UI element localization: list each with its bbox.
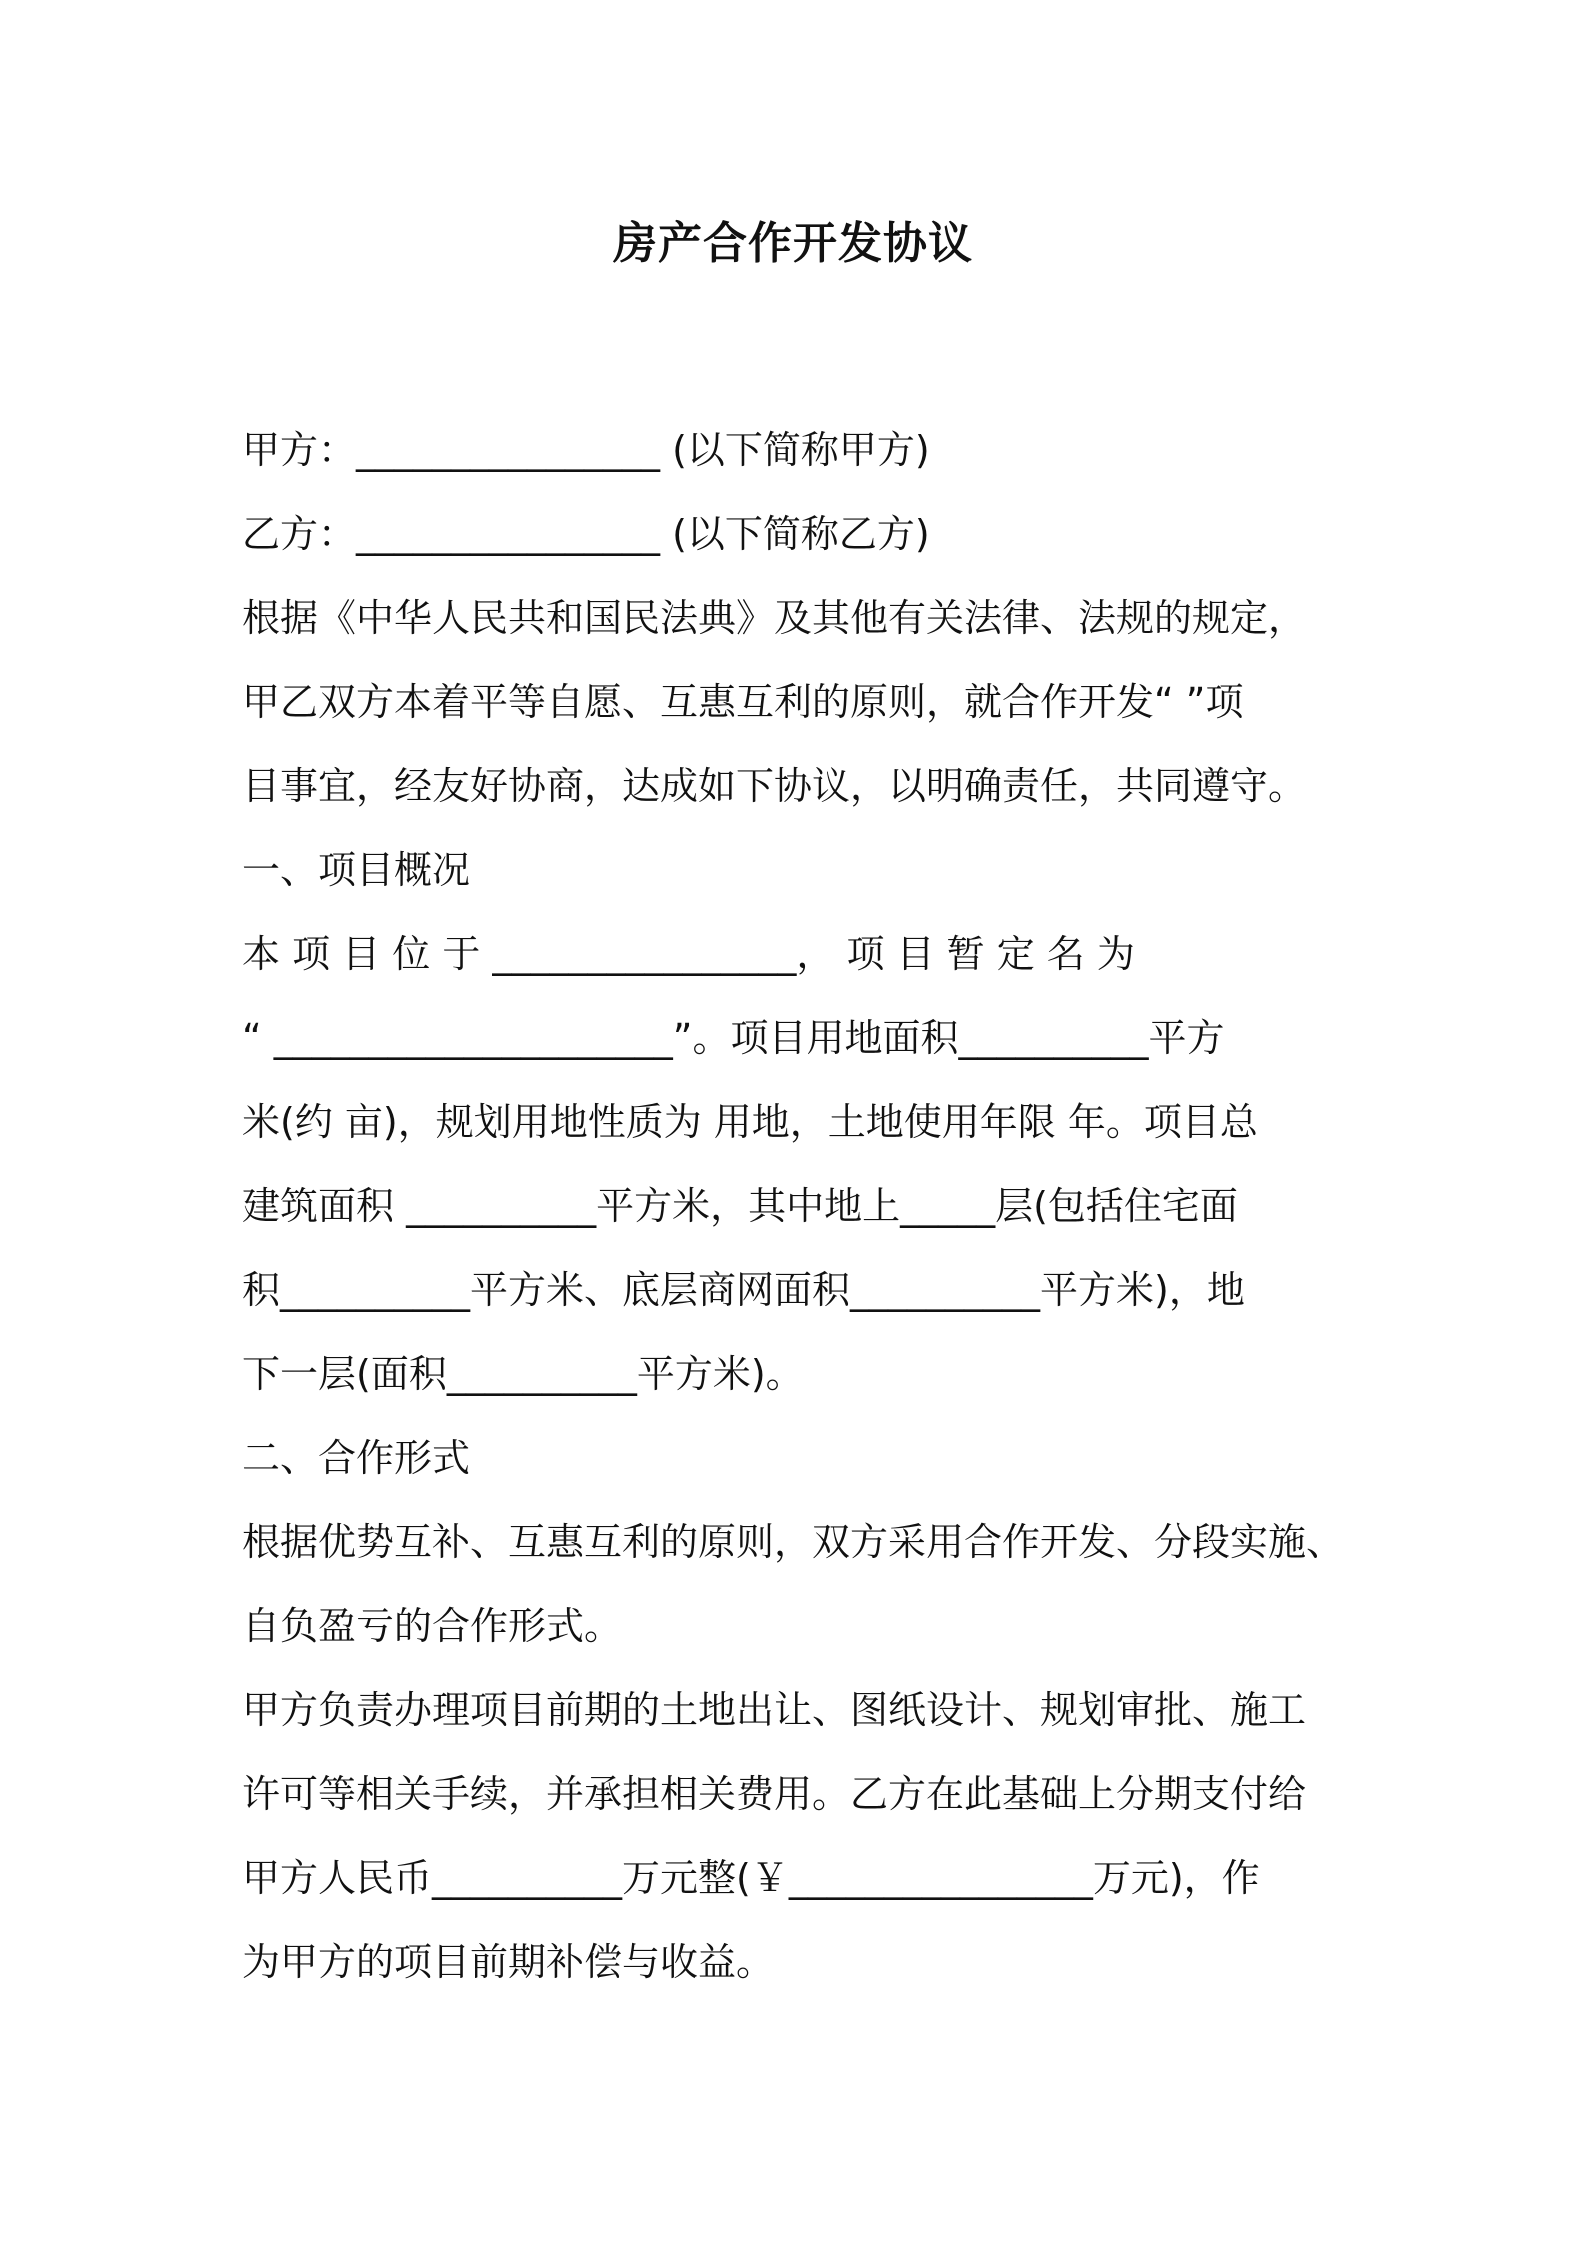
party-b-line: 乙方：________________ (以下简称乙方) (242, 512, 930, 556)
preamble-line-3: 目事宜，经友好协商，达成如下协议，以明确责任，共同遵守。 (242, 764, 1307, 808)
project-overview-line-4: 建筑面积 __________平方米，其中地上_____层(包括住宅面 (242, 1184, 1238, 1228)
document-body (242, 408, 1346, 2004)
project-overview-line-5: 积__________平方米、底层商网面积__________平方米)，地 (242, 1268, 1245, 1312)
project-overview-line-1: 本 项 目 位 于 ________________， 项 目 暂 定 名 为 (242, 932, 1135, 976)
cooperation-form-line-6: 为甲方的项目前期补偿与收益。 (242, 1940, 775, 1984)
cooperation-form-line-2: 自负盈亏的合作形式。 (242, 1604, 623, 1648)
cooperation-form-line-4: 许可等相关手续，并承担相关费用。乙方在此基础上分期支付给 (242, 1772, 1307, 1816)
preamble-line-1: 根据《中华人民共和国民法典》及其他有关法律、法规的规定， (242, 596, 1307, 640)
project-overview-line-2: “ _____________________”。项目用地面积__________平方 (242, 1016, 1225, 1060)
cooperation-form-line-5: 甲方人民币__________万元整(￥________________万元)，作 (242, 1856, 1260, 1900)
cooperation-form-line-3: 甲方负责办理项目前期的土地出让、图纸设计、规划审批、施工 (242, 1688, 1307, 1732)
preamble-line-2: 甲乙双方本着平等自愿、互惠互利的原则，就合作开发“ ”项 (242, 680, 1244, 724)
party-a-line: 甲方：________________ (以下简称甲方) (242, 428, 930, 472)
project-overview-line-6: 下一层(面积__________平方米)。 (242, 1352, 804, 1396)
section-heading-cooperation-form: 二、合作形式 (242, 1436, 471, 1480)
project-overview-line-3: 米(约 亩)，规划用地性质为 用地，土地使用年限 年。项目总 (242, 1100, 1258, 1144)
cooperation-form-line-1: 根据优势互补、互惠互利的原则，双方采用合作开发、分段实施、 (242, 1520, 1345, 1564)
document-title: 房产合作开发协议 (613, 218, 973, 269)
section-heading-project-overview: 一、项目概况 (242, 848, 471, 892)
